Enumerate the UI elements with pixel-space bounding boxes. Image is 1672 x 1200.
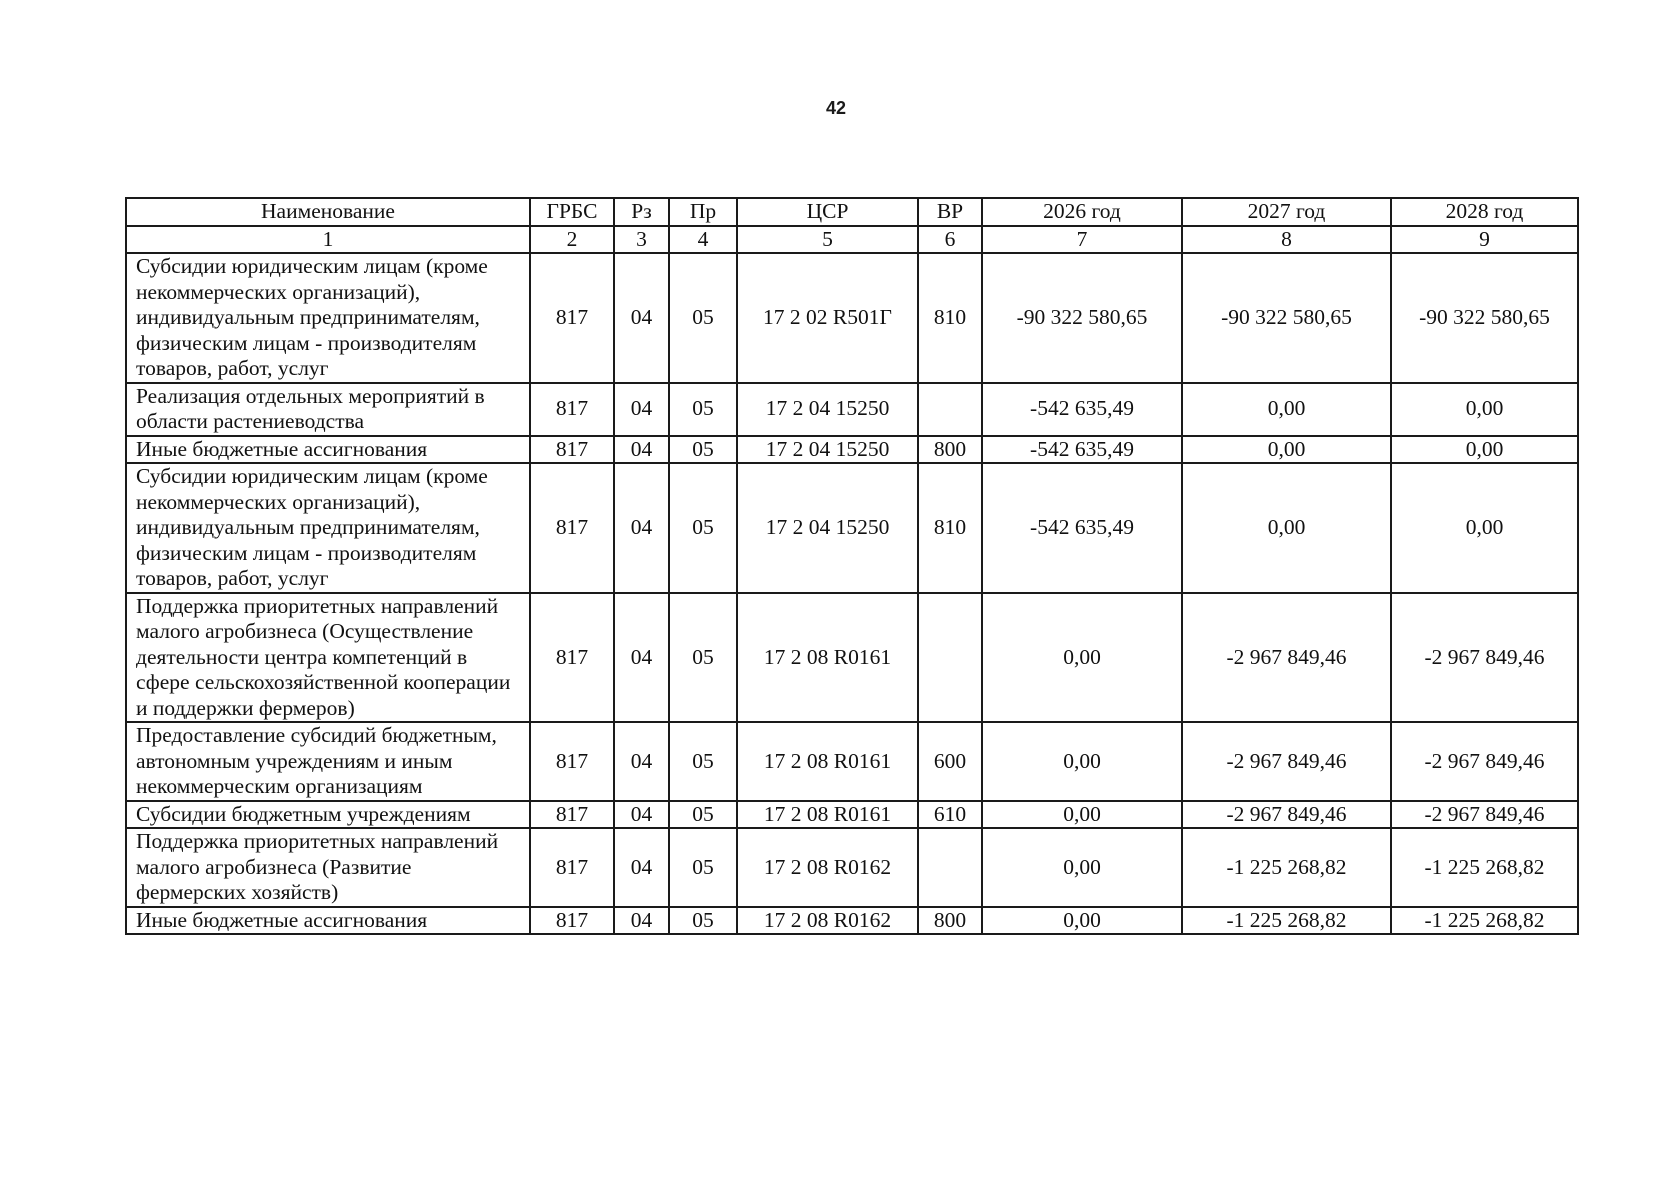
row-amount-2027: -2 967 849,46: [1182, 593, 1391, 723]
row-rz: 04: [614, 593, 669, 723]
header-cell-vr: ВР: [918, 198, 982, 226]
row-vr: [918, 828, 982, 907]
row-pr: 05: [669, 801, 737, 829]
header-cell-pr: Пр: [669, 198, 737, 226]
row-amount-2026: -542 635,49: [982, 463, 1182, 593]
page-number: 42: [825, 98, 847, 118]
table-row: [126, 801, 1578, 829]
row-amount-2028: -2 967 849,46: [1391, 801, 1578, 829]
header-cell-grbs: ГРБС: [530, 198, 614, 226]
header-cell-csr: ЦСР: [737, 198, 918, 226]
row-vr: 800: [918, 436, 982, 464]
column-number: 1: [126, 226, 530, 254]
row-amount-2027: 0,00: [1182, 436, 1391, 464]
row-rz: 04: [614, 828, 669, 907]
table-row: [126, 463, 1578, 593]
table-row: [126, 722, 1578, 801]
row-amount-2026: 0,00: [982, 801, 1182, 829]
row-name: Субсидии юридическим лицам (кроме некоммерческих организаций), индивидуальным предпринимателям, физическим лицам - производителям товаров, работ, услуг: [126, 253, 530, 383]
row-vr: [918, 383, 982, 436]
row-vr: 600: [918, 722, 982, 801]
row-rz: 04: [614, 801, 669, 829]
row-grbs: 817: [530, 383, 614, 436]
row-amount-2027: -90 322 580,65: [1182, 253, 1391, 383]
row-amount-2026: -542 635,49: [982, 383, 1182, 436]
column-number: 5: [737, 226, 918, 254]
row-grbs: 817: [530, 463, 614, 593]
header-cell-2027: 2027 год: [1182, 198, 1391, 226]
row-name: Поддержка приоритетных направлений малого агробизнеса (Развитие фермерских хозяйств): [126, 828, 530, 907]
row-grbs: 817: [530, 436, 614, 464]
column-number-row: [126, 226, 1578, 254]
row-csr: 17 2 08 R0162: [737, 907, 918, 935]
row-rz: 04: [614, 722, 669, 801]
header-row: [126, 198, 1578, 226]
row-pr: 05: [669, 907, 737, 935]
row-amount-2027: -2 967 849,46: [1182, 722, 1391, 801]
row-vr: 800: [918, 907, 982, 935]
budget-table: [125, 197, 1579, 935]
row-vr: 610: [918, 801, 982, 829]
row-amount-2026: 0,00: [982, 828, 1182, 907]
column-number: 3: [614, 226, 669, 254]
row-amount-2026: -90 322 580,65: [982, 253, 1182, 383]
row-amount-2027: -1 225 268,82: [1182, 828, 1391, 907]
row-amount-2026: 0,00: [982, 907, 1182, 935]
row-amount-2028: -1 225 268,82: [1391, 907, 1578, 935]
row-name: Реализация отдельных мероприятий в области растениеводства: [126, 383, 530, 436]
column-number: 9: [1391, 226, 1578, 254]
row-name: Субсидии юридическим лицам (кроме некоммерческих организаций), индивидуальным предпринимателям, физическим лицам - производителям товаров, работ, услуг: [126, 463, 530, 593]
row-rz: 04: [614, 436, 669, 464]
row-grbs: 817: [530, 593, 614, 723]
row-amount-2027: 0,00: [1182, 383, 1391, 436]
row-rz: 04: [614, 907, 669, 935]
row-vr: [918, 593, 982, 723]
table-row: [126, 436, 1578, 464]
row-grbs: 817: [530, 253, 614, 383]
row-pr: 05: [669, 828, 737, 907]
row-amount-2028: -2 967 849,46: [1391, 593, 1578, 723]
row-csr: 17 2 04 15250: [737, 436, 918, 464]
row-amount-2028: 0,00: [1391, 463, 1578, 593]
row-name: Иные бюджетные ассигнования: [126, 436, 530, 464]
column-number: 7: [982, 226, 1182, 254]
row-amount-2027: -1 225 268,82: [1182, 907, 1391, 935]
row-grbs: 817: [530, 828, 614, 907]
row-amount-2026: 0,00: [982, 722, 1182, 801]
row-grbs: 817: [530, 801, 614, 829]
row-amount-2028: -2 967 849,46: [1391, 722, 1578, 801]
row-amount-2026: -542 635,49: [982, 436, 1182, 464]
table-row: [126, 593, 1578, 723]
row-csr: 17 2 08 R0161: [737, 801, 918, 829]
column-number: 8: [1182, 226, 1391, 254]
row-amount-2028: 0,00: [1391, 436, 1578, 464]
row-vr: 810: [918, 463, 982, 593]
row-name: Поддержка приоритетных направлений малого агробизнеса (Осуществление деятельности центра компетенций в сфере сельскохозяйственной кооперации и поддержки фермеров): [126, 593, 530, 723]
row-grbs: 817: [530, 907, 614, 935]
row-pr: 05: [669, 593, 737, 723]
table-row: [126, 383, 1578, 436]
column-number: 6: [918, 226, 982, 254]
row-name: Иные бюджетные ассигнования: [126, 907, 530, 935]
row-amount-2027: 0,00: [1182, 463, 1391, 593]
row-amount-2028: 0,00: [1391, 383, 1578, 436]
row-rz: 04: [614, 253, 669, 383]
header-cell-name: Наименование: [126, 198, 530, 226]
row-name: Субсидии бюджетным учреждениям: [126, 801, 530, 829]
table-row: [126, 828, 1578, 907]
row-pr: 05: [669, 383, 737, 436]
row-pr: 05: [669, 253, 737, 383]
row-rz: 04: [614, 383, 669, 436]
row-csr: 17 2 08 R0161: [737, 593, 918, 723]
column-number: 2: [530, 226, 614, 254]
row-pr: 05: [669, 722, 737, 801]
row-amount-2027: -2 967 849,46: [1182, 801, 1391, 829]
row-csr: 17 2 08 R0162: [737, 828, 918, 907]
row-amount-2028: -90 322 580,65: [1391, 253, 1578, 383]
row-csr: 17 2 02 R501Г: [737, 253, 918, 383]
row-amount-2028: -1 225 268,82: [1391, 828, 1578, 907]
column-number: 4: [669, 226, 737, 254]
row-amount-2026: 0,00: [982, 593, 1182, 723]
row-name: Предоставление субсидий бюджетным, автономным учреждениям и иным некоммерческим организациям: [126, 722, 530, 801]
header-cell-2028: 2028 год: [1391, 198, 1578, 226]
row-vr: 810: [918, 253, 982, 383]
table-row: [126, 907, 1578, 935]
row-pr: 05: [669, 436, 737, 464]
header-cell-2026: 2026 год: [982, 198, 1182, 226]
row-csr: 17 2 08 R0161: [737, 722, 918, 801]
row-csr: 17 2 04 15250: [737, 463, 918, 593]
row-rz: 04: [614, 463, 669, 593]
table-row: [126, 253, 1578, 383]
row-csr: 17 2 04 15250: [737, 383, 918, 436]
row-pr: 05: [669, 463, 737, 593]
header-cell-rz: Рз: [614, 198, 669, 226]
row-grbs: 817: [530, 722, 614, 801]
